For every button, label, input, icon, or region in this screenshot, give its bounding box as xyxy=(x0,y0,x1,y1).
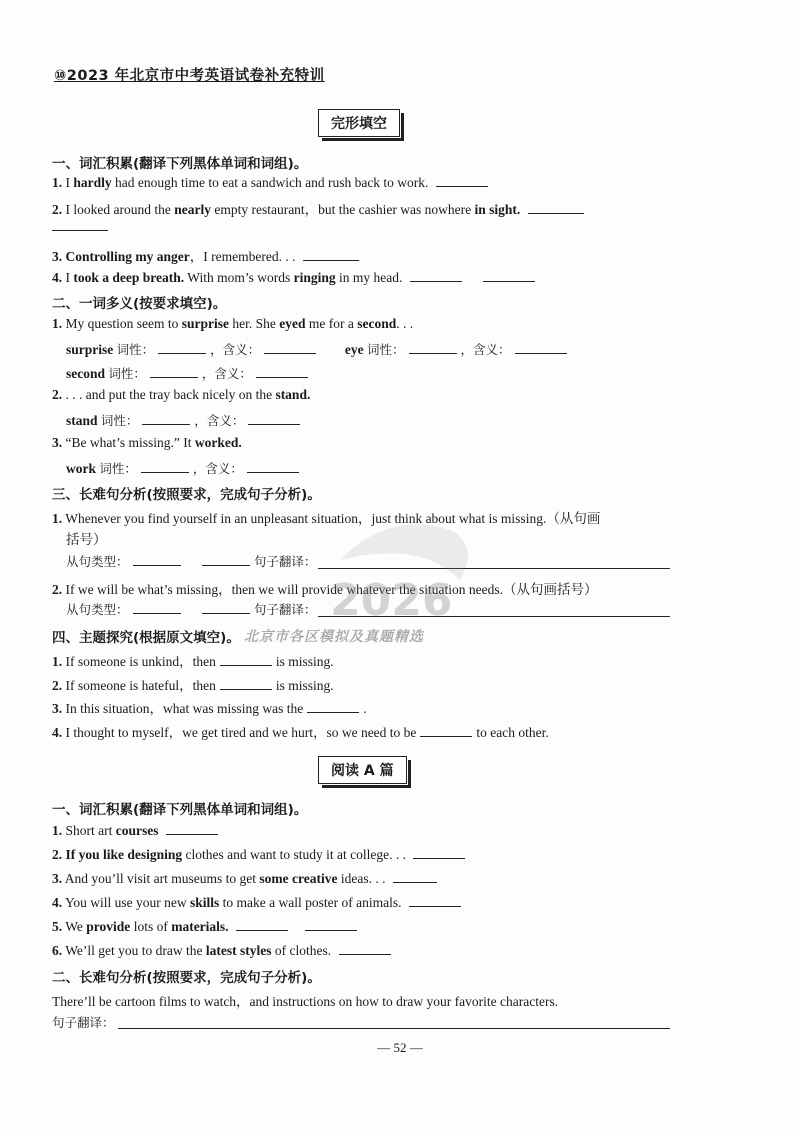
heading-sentence-analysis-2: 二、长难句分析(按照要求，完成句子分析)。 xyxy=(52,970,321,986)
translation-label: 句子翻译： xyxy=(52,1015,115,1030)
answer-blank[interactable] xyxy=(305,918,357,931)
polysemy-row-3: stand 词性： ，含义： xyxy=(66,411,304,429)
answer-blank[interactable] xyxy=(202,553,250,566)
answer-blank[interactable] xyxy=(436,174,488,187)
question-3-1: 1. Whenever you find yourself in an unpleasant situation，just think about what is missing.（从句画 xyxy=(52,511,601,526)
question-4-4: 4. I thought to myself，we get tired and we hurt，so we need to be to each other. xyxy=(52,725,549,740)
answer-blank[interactable] xyxy=(409,341,457,354)
question-5-1: 1. Short art courses xyxy=(52,822,222,839)
answer-blank[interactable] xyxy=(247,460,299,473)
section-title-cloze: 完形填空 xyxy=(318,109,400,137)
answer-blank[interactable] xyxy=(528,201,584,214)
polysemy-row-2: second 词性： ，含义： xyxy=(66,364,312,382)
answer-blank[interactable] xyxy=(52,218,108,231)
analysis-row-1: 从句类型： 句子翻译： xyxy=(66,554,317,569)
heading-vocab-2: 一、词汇积累(翻译下列黑体单词和词组)。 xyxy=(52,802,308,818)
answer-blank[interactable] xyxy=(158,341,206,354)
question-4-3: 3. In this situation，what was missing was the . xyxy=(52,701,367,716)
polysemy-row-4: work 词性： ，含义： xyxy=(66,459,303,477)
translation-line[interactable] xyxy=(118,1027,670,1029)
question-5-4: 4. You will use your new skills to make a wall poster of animals. xyxy=(52,894,465,911)
answer-blank[interactable] xyxy=(307,700,359,713)
heading-sentence-analysis: 三、长难句分析(按照要求，完成句子分析)。 xyxy=(52,487,321,503)
answer-blank[interactable] xyxy=(248,412,300,425)
answer-blank[interactable] xyxy=(150,365,198,378)
question-5-2: 2. If you like designing clothes and want to study it at college. . . xyxy=(52,846,469,863)
question-1-1: 1. I hardly had enough time to eat a sandwich and rush back to work. xyxy=(52,174,492,191)
question-4-2: 2. If someone is hateful，then is missing. xyxy=(52,678,334,693)
answer-blank[interactable] xyxy=(202,601,250,614)
answer-blank[interactable] xyxy=(236,918,288,931)
answer-blank[interactable] xyxy=(220,677,272,690)
answer-blank[interactable] xyxy=(515,341,567,354)
answer-blank[interactable] xyxy=(339,942,391,955)
answer-blank[interactable] xyxy=(303,248,359,261)
answer-blank[interactable] xyxy=(413,846,465,859)
watermark-year: 2026 xyxy=(330,575,453,626)
heading-vocab-1: 一、词汇积累(翻译下列黑体单词和词组)。 xyxy=(52,156,308,172)
answer-blank[interactable] xyxy=(133,601,181,614)
polysemy-row-1: surprise 词性： ，含义： eye 词性： ，含义： xyxy=(66,340,571,358)
question-1-4: 4. I took a deep breath. With mom’s words ringing in my head. xyxy=(52,269,539,286)
question-3-1-cont: 括号） xyxy=(66,532,107,547)
question-2-1: 1. My question seem to surprise her. She eyed me for a second. . . xyxy=(52,316,414,331)
answer-blank[interactable] xyxy=(410,269,462,282)
answer-blank[interactable] xyxy=(141,460,189,473)
answer-blank[interactable] xyxy=(133,553,181,566)
long-sentence: There’ll be cartoon films to watch，and instructions on how to draw your favorite characters. xyxy=(52,994,559,1009)
analysis-row-2: 从句类型： 句子翻译： xyxy=(66,602,317,617)
heading-polysemy: 二、一词多义(按要求填空)。 xyxy=(52,296,227,312)
answer-blank[interactable] xyxy=(220,653,272,666)
question-1-2: 2. I looked around the nearly empty restaurant，but the cashier was nowhere in sight. xyxy=(52,198,588,218)
watermark-text: 北京市各区模拟及真题精选 xyxy=(244,629,424,645)
question-5-6: 6. We’ll get you to draw the latest styles of clothes. xyxy=(52,942,395,959)
answer-blank[interactable] xyxy=(256,365,308,378)
answer-blank[interactable] xyxy=(166,822,218,835)
heading-theme: 四、主题探究(根据原文填空)。 xyxy=(52,630,240,646)
answer-blank[interactable] xyxy=(393,870,437,883)
section-title-reading-a: 阅读 A 篇 xyxy=(318,756,407,784)
question-2-3: 3. “Be what’s missing.” It worked. xyxy=(52,435,242,450)
question-5-3: 3. And you’ll visit art museums to get some creative ideas. . . xyxy=(52,870,441,887)
answer-blank[interactable] xyxy=(483,269,535,282)
page-number: — 52 — xyxy=(377,1040,423,1055)
question-2-2: 2. . . . and put the tray back nicely on the stand. xyxy=(52,387,311,402)
question-3-2: 2. If we will be what’s missing，then we will provide whatever the situation needs.（从句画括号） xyxy=(52,582,598,597)
answer-row xyxy=(52,218,112,235)
answer-blank[interactable] xyxy=(420,724,472,737)
answer-blank[interactable] xyxy=(409,894,461,907)
answer-blank[interactable] xyxy=(142,412,190,425)
question-4-1: 1. If someone is unkind，then is missing. xyxy=(52,654,334,669)
answer-blank[interactable] xyxy=(264,341,316,354)
document-title: ⑩2023 年北京市中考英语试卷补充特训 xyxy=(54,68,325,84)
question-5-5: 5. We provide lots of materials. xyxy=(52,918,361,935)
question-1-3: 3. Controlling my anger，I remembered. . . xyxy=(52,245,363,265)
